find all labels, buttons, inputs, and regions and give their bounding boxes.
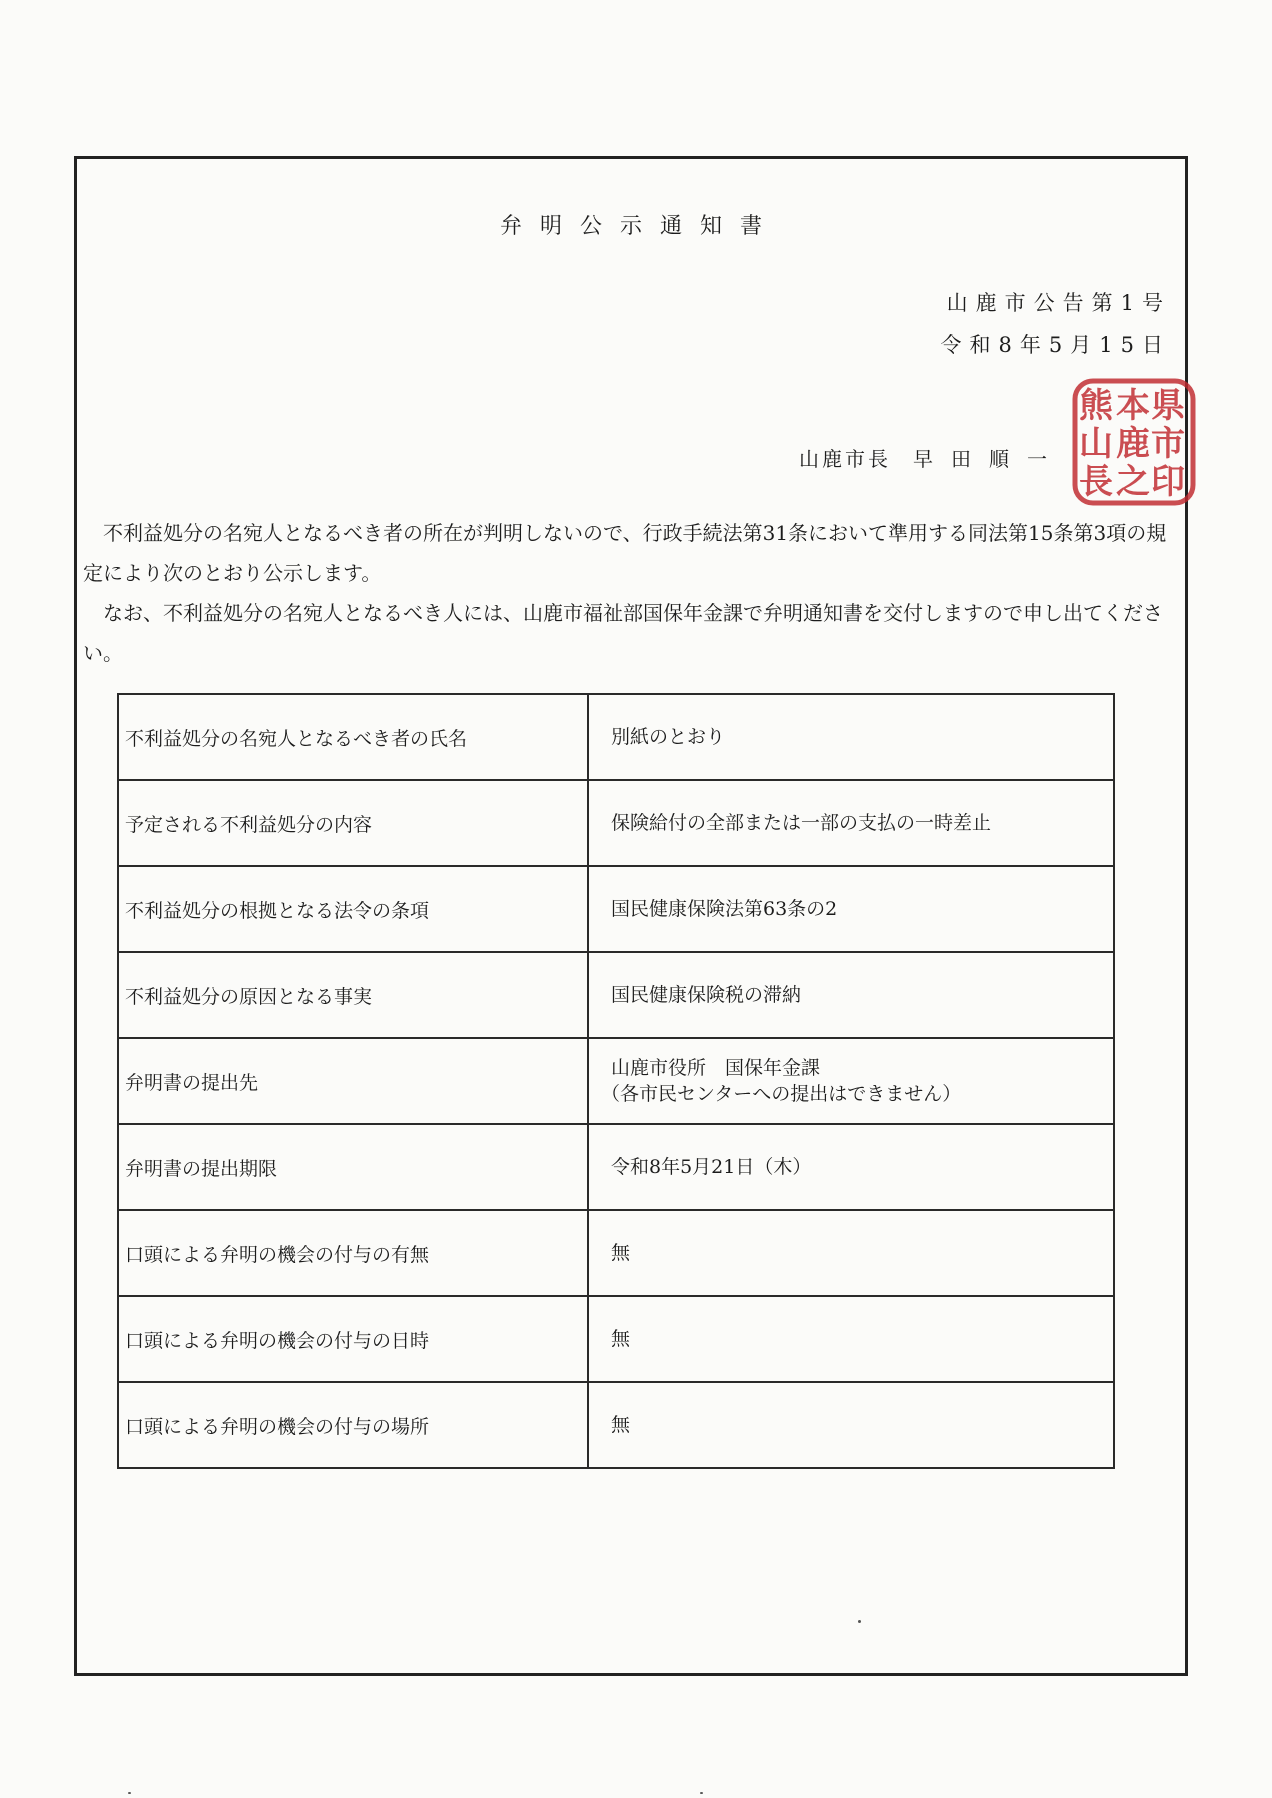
table-row [118,1124,1114,1210]
table-row [118,1210,1114,1296]
svg-text:山: 山 [1079,424,1113,464]
row-value: 保険給付の全部または一部の支払の一時差止 [588,780,1114,866]
scan-speck [858,1620,861,1623]
table-row [118,780,1114,866]
svg-text:県: 県 [1151,386,1185,426]
row-value: 無 [588,1210,1114,1296]
svg-text:印: 印 [1151,462,1185,502]
row-value: 国民健康保険法第63条の2 [588,866,1114,952]
scan-speck [128,1792,131,1794]
row-value: 無 [588,1382,1114,1468]
table-row [118,866,1114,952]
svg-text:市: 市 [1151,424,1185,464]
svg-text:鹿: 鹿 [1116,424,1150,464]
mayor-title: 山鹿市長 [799,447,891,471]
row-value-line-2: （各市民センターへの提出はできません） [601,1083,962,1105]
notice-frame [74,156,1188,1676]
notice-number: 山鹿市公告第1号 [946,291,1171,315]
row-label: 不利益処分の原因となる事実 [118,952,588,1038]
table-row [118,1296,1114,1382]
row-label: 口頭による弁明の機会の付与の場所 [118,1382,588,1468]
row-label: 不利益処分の名宛人となるべき者の氏名 [118,694,588,780]
notice-paragraph-2: なお、不利益処分の名宛人となるべき人には、山鹿市福祉部国保年金課で弁明通知書を交付しますので申し出てください。 [83,601,1163,665]
scan-speck [700,1792,703,1794]
svg-text:本: 本 [1116,386,1150,426]
svg-text:熊: 熊 [1079,386,1113,426]
svg-text:之: 之 [1116,462,1150,502]
row-value: 令和8年5月21日（木） [588,1124,1114,1210]
notice-date: 令和8年5月15日 [940,333,1171,357]
table-row [118,952,1114,1038]
svg-text:長: 長 [1079,462,1113,502]
row-value: 無 [588,1296,1114,1382]
notice-details-table [117,693,1115,1469]
table-row [118,1382,1114,1468]
row-label: 口頭による弁明の機会の付与の日時 [118,1296,588,1382]
row-value-line-1: 山鹿市役所 国保年金課 [611,1057,821,1079]
row-label: 弁明書の提出先 [118,1038,588,1124]
row-value: 別紙のとおり [588,694,1114,780]
mayor-name: 早田順一 [913,447,1065,471]
row-label: 弁明書の提出期限 [118,1124,588,1210]
table-row [118,1038,1114,1124]
row-value-multiline [588,1038,1114,1124]
row-label: 口頭による弁明の機会の付与の有無 [118,1210,588,1296]
row-value: 国民健康保険税の滞納 [588,952,1114,1038]
official-seal-stamp [1070,377,1198,507]
table-row [118,694,1114,780]
notice-paragraph-1: 不利益処分の名宛人となるべき者の所在が判明しないので、行政手続法第31条において準用する同法第15条第3項の規定により次のとおり公示します。 [83,521,1167,585]
row-label: 予定される不利益処分の内容 [118,780,588,866]
row-label: 不利益処分の根拠となる法令の条項 [118,866,588,952]
document-title: 弁明公示通知書 [499,214,780,239]
mayor-signature-line [799,443,1065,472]
